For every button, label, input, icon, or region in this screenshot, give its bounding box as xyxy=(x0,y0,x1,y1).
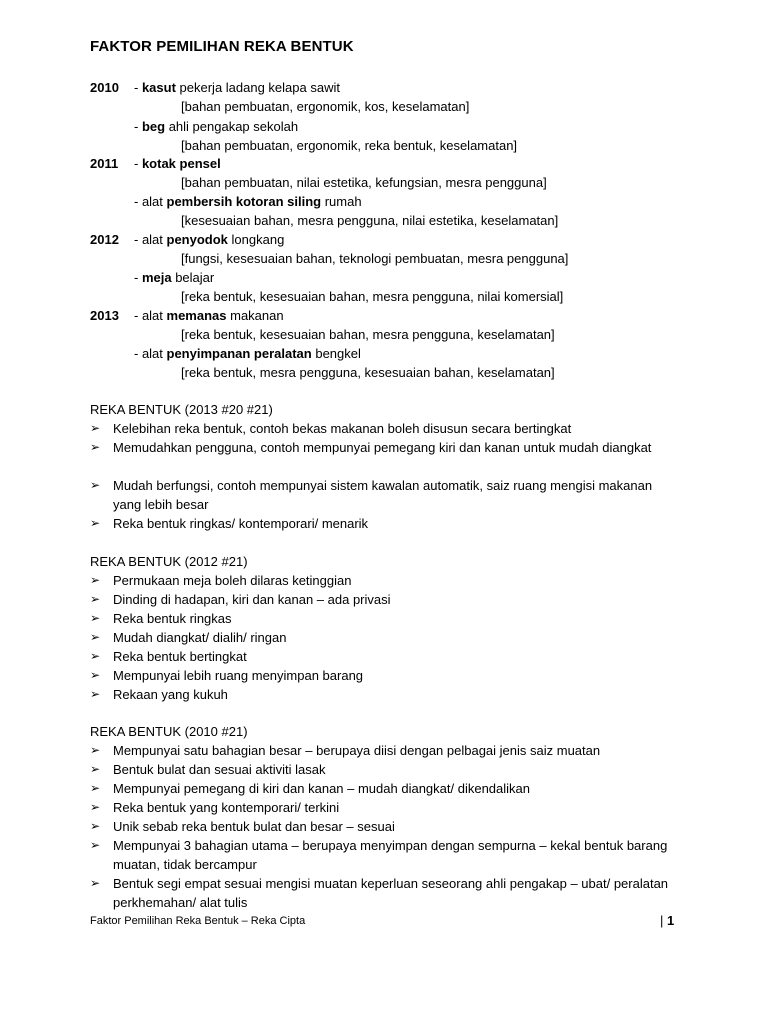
product-item: - meja belajar xyxy=(134,270,215,285)
section-heading: REKA BENTUK (2013 #20 #21) xyxy=(90,402,273,417)
product-factors: [kesesuaian bahan, mesra pengguna, nilai estetika, keselamatan] xyxy=(181,213,559,228)
product-factors: [bahan pembuatan, ergonomik, kos, keselamatan] xyxy=(181,99,470,114)
arrow-bullet-icon: ➢ xyxy=(90,743,101,757)
section-heading: REKA BENTUK (2010 #21) xyxy=(90,724,248,739)
year-label: 2013 xyxy=(90,308,119,323)
arrow-bullet-icon: ➢ xyxy=(90,421,101,435)
product-factors: [reka bentuk, mesra pengguna, kesesuaian bahan, keselamatan] xyxy=(181,365,555,380)
page-number: | 1 xyxy=(660,913,675,928)
arrow-bullet-icon: ➢ xyxy=(90,611,101,625)
arrow-bullet-icon: ➢ xyxy=(90,876,101,890)
product-item: - alat penyimpanan peralatan bengkel xyxy=(134,346,361,361)
product-factors: [reka bentuk, kesesuaian bahan, mesra pengguna, keselamatan] xyxy=(181,327,555,342)
arrow-bullet-icon: ➢ xyxy=(90,781,101,795)
arrow-bullet-icon: ➢ xyxy=(90,762,101,776)
arrow-bullet-icon: ➢ xyxy=(90,573,101,587)
arrow-bullet-icon: ➢ xyxy=(90,440,101,454)
product-item: - alat penyodok longkang xyxy=(134,232,285,247)
arrow-bullet-icon: ➢ xyxy=(90,516,101,530)
year-label: 2012 xyxy=(90,232,119,247)
product-item: - kotak pensel xyxy=(134,156,221,171)
document-page: FAKTOR PEMILIHAN REKA BENTUK 2010 - kasut pekerja ladang kelapa sawit [bahan pembuatan, ergonomik, kos, keselamatan] - beg ahli pengakap sekolah [bahan pembuatan, ergonomik, reka bentuk, keselamatan] 2011 - kotak pensel [bahan pembuatan, nilai estetika, kefungsian, mesra pengguna] - alat pembersih kotoran siling rumah [kesesuaian bahan, mesra pengguna, nilai estetika, keselamatan] 2012 - alat penyodok longkang [fungsi, kesesuaian bahan, teknologi pembuatan, mesra pengguna] - meja belajar [reka bentuk, kesesuaian bahan, mesra pengguna, nilai komersial] 2013 - alat memanas makanan [reka bentuk, kesesuaian bahan, mesra pengguna, keselamatan] - alat penyimpanan peralatan bengkel [reka bentuk, mesra pengguna, kesesuaian bahan, keselamatan] REKA BENTUK (2013 #20 #21) ➢ Kelebihan reka bentuk, contoh bekas makanan boleh disusun secara bertingkat ➢ Memudahkan pengguna, contoh mempunyai pemegang kiri dan kanan untuk mudah diangkat ➢ Mudah berfungsi, contoh mempunyai sistem kawalan automatik, saiz ruang mengisi makanan yang lebih besar ➢ Reka bentuk ringkas/ kontemporari/ menarik REKA BENTUK (2012 #21) ➢ Permukaan meja boleh dilaras ketinggian ➢ Dinding di hadapan, kiri dan kanan – ada privasi ➢ Reka bentuk ringkas ➢ Mudah diangkat/ dialih/ ringan ➢ Reka bentuk bertingkat ➢ Mempunyai lebih ruang menyimpan barang ➢ Rekaan yang kukuh REKA BENTUK (2010 #21) ➢ Mempunyai satu bahagian besar – berupaya diisi dengan pelbagai jenis saiz muatan ➢ Bentuk bulat dan sesuai aktiviti lasak ➢ Mempunyai pemegang di kiri dan kanan – mudah diangkat/ dikendalikan ➢ Reka bentuk yang kontemporari/ terkini ➢ Unik sebab reka bentuk bulat dan besar – sesuai ➢ Mempunyai 3 bahagian utama – berupaya menyimpan dengan sempurna – kekal bentuk barang muatan, tidak bercampur ➢ Bentuk segi empat sesuai mengisi muatan keperluan seseorang ahli pengakap – ubat/ peralatan perkhemahan/ alat tulis Faktor Pemilihan Reka Bentuk – Reka Cipta | 1 xyxy=(90,38,675,928)
product-item: - kasut pekerja ladang kelapa sawit xyxy=(134,80,340,95)
arrow-bullet-icon: ➢ xyxy=(90,649,101,663)
product-item: - beg ahli pengakap sekolah xyxy=(134,119,299,134)
arrow-bullet-icon: ➢ xyxy=(90,819,101,833)
product-item: - alat memanas makanan xyxy=(134,308,284,323)
product-factors: [bahan pembuatan, nilai estetika, kefungsian, mesra pengguna] xyxy=(181,175,547,190)
arrow-bullet-icon: ➢ xyxy=(90,592,101,606)
arrow-bullet-icon: ➢ xyxy=(90,687,101,701)
arrow-bullet-icon: ➢ xyxy=(90,838,101,852)
product-item: - alat pembersih kotoran siling rumah xyxy=(134,194,362,209)
product-factors: [fungsi, kesesuaian bahan, teknologi pembuatan, mesra pengguna] xyxy=(181,251,569,266)
year-label: 2011 xyxy=(90,156,119,171)
arrow-bullet-icon: ➢ xyxy=(90,800,101,814)
arrow-bullet-icon: ➢ xyxy=(90,630,101,644)
arrow-bullet-icon: ➢ xyxy=(90,478,101,492)
section-heading: REKA BENTUK (2012 #21) xyxy=(90,554,248,569)
arrow-bullet-icon: ➢ xyxy=(90,668,101,682)
year-label: 2010 xyxy=(90,80,119,95)
footer-text: Faktor Pemilihan Reka Bentuk – Reka Cipta xyxy=(90,915,306,927)
product-factors: [reka bentuk, kesesuaian bahan, mesra pengguna, nilai komersial] xyxy=(181,289,564,304)
page-title: FAKTOR PEMILIHAN REKA BENTUK xyxy=(90,38,354,55)
product-factors: [bahan pembuatan, ergonomik, reka bentuk, keselamatan] xyxy=(181,138,518,153)
